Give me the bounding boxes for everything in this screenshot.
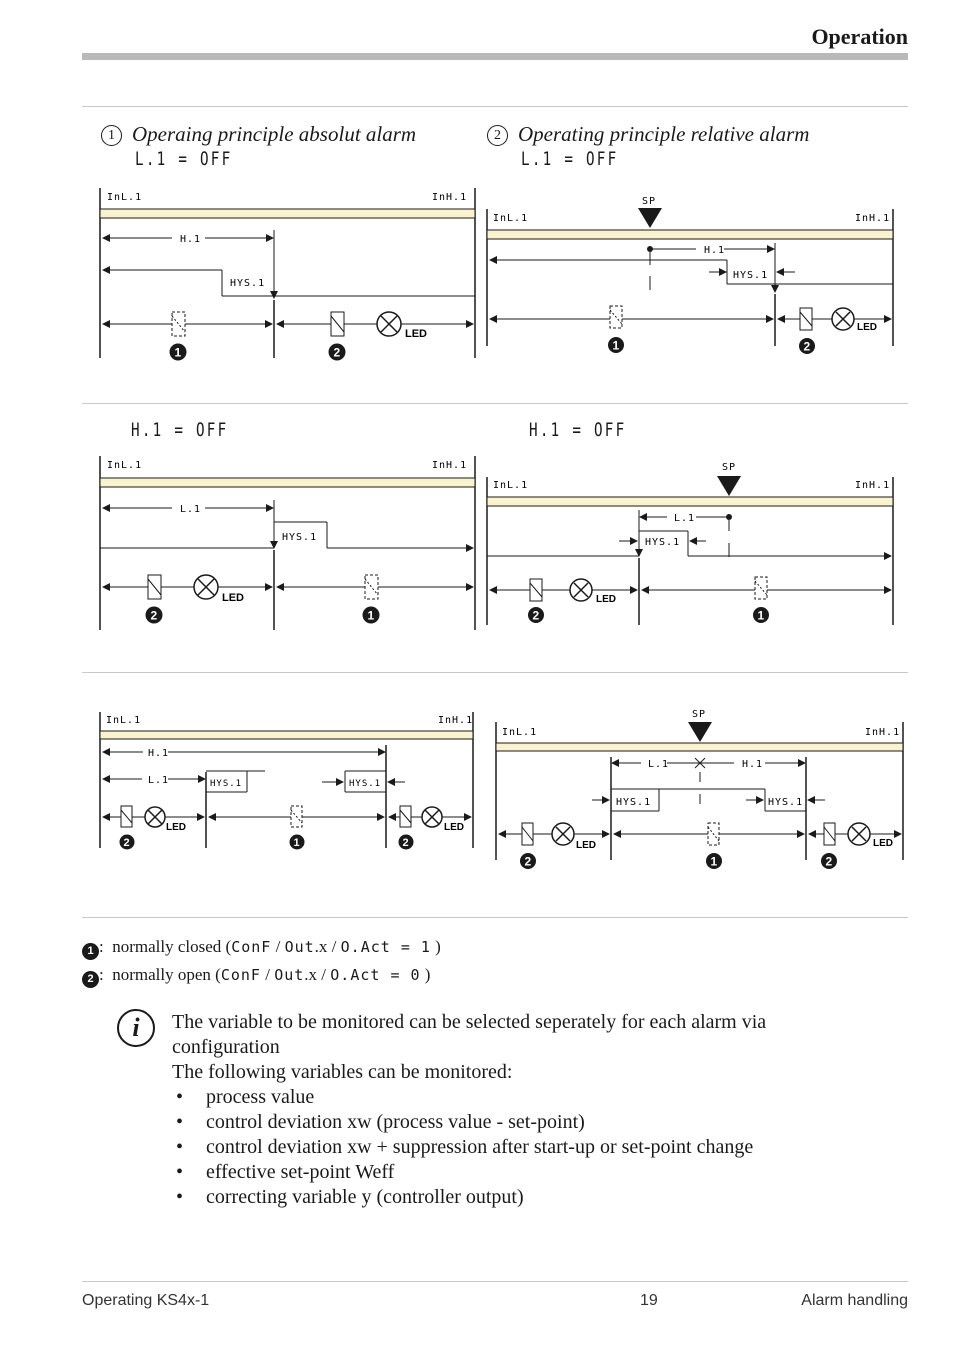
legend-code: Out <box>274 966 305 984</box>
contact-no-marker: 2 <box>333 345 341 360</box>
legend-separator: / <box>321 965 327 984</box>
legend-text: normally open ( <box>112 965 221 984</box>
diagram-relative-h1 <box>487 196 893 354</box>
legend-separator: / <box>265 965 270 984</box>
hys-label: HYS.1 <box>349 779 382 789</box>
hys-label: HYS.1 <box>733 270 769 281</box>
contact-no-marker: 2 <box>123 837 130 849</box>
contact-nc-marker: 1 <box>174 345 182 360</box>
l1-label: L.1 <box>148 775 170 786</box>
inh-label: InH.1 <box>432 460 468 471</box>
inl-label: InL.1 <box>493 213 529 224</box>
contact-nc-marker: 1 <box>293 837 300 849</box>
page-header-title: Operation <box>811 24 908 49</box>
heading-title: Operating principle relative alarm <box>518 122 810 146</box>
contact-nc-marker: 1 <box>612 338 620 353</box>
legend-close: ) <box>424 965 431 984</box>
diagram-relative-l1 <box>487 462 893 625</box>
contact-no-marker: 2 <box>402 837 409 849</box>
hys-label: HYS.1 <box>210 779 243 789</box>
led-label: LED <box>873 838 893 849</box>
list-item: • effective set-point Weff <box>172 1160 872 1185</box>
l1-label: L.1 <box>648 759 670 770</box>
info-line: The variable to be monitored can be selected seperately for each alarm via configuration <box>172 1011 767 1058</box>
inh-label: InH.1 <box>432 192 468 203</box>
led-label: LED <box>405 328 427 340</box>
hys-label: HYS.1 <box>616 797 652 808</box>
contact-no-marker: 2 <box>532 608 540 623</box>
param-value: L.1 = OFF <box>521 148 619 170</box>
contact-nc-marker: 1 <box>757 608 765 623</box>
list-item: • control deviation xw + suppression after start-up or set-point change <box>172 1135 872 1160</box>
inh-label: InH.1 <box>438 715 474 726</box>
h1-label: H.1 <box>742 759 764 770</box>
legend-separator: / <box>331 937 337 956</box>
sp-label: SP <box>642 196 657 207</box>
footer-left: Operating KS4x-1 <box>82 1292 210 1309</box>
led-label: LED <box>857 322 877 333</box>
heading-title: Operaing principle absolut alarm <box>132 122 417 146</box>
legend-normally-open: 2 : normally open (ConF / Out.x / O.Act = 0 ) <box>82 965 430 988</box>
contact-no-marker: 2 <box>825 854 833 869</box>
info-line: The following variables can be monitored: <box>172 1061 513 1083</box>
heading-number: 2 <box>487 125 508 146</box>
heading-number: 1 <box>101 125 122 146</box>
led-label: LED <box>166 822 186 833</box>
inl-label: InL.1 <box>493 480 529 491</box>
l1-label: L.1 <box>674 513 696 524</box>
h1-label: H.1 <box>180 234 202 245</box>
hys-label: HYS.1 <box>768 797 804 808</box>
param-value: H.1 = OFF <box>529 419 627 441</box>
legend-code: O.Act = 1 <box>340 938 431 956</box>
legend-suffix: .x <box>304 965 318 984</box>
legend-code: ConF <box>231 938 272 956</box>
info-icon: i <box>117 1009 155 1047</box>
diagram-absolute-band <box>100 712 473 850</box>
list-item: • process value <box>172 1085 872 1110</box>
legend-suffix: .x <box>314 937 328 956</box>
legend-close: ) <box>435 937 441 956</box>
hys-label: HYS.1 <box>282 532 318 543</box>
footer-right: Alarm handling <box>801 1292 908 1309</box>
inl-label: InL.1 <box>106 715 142 726</box>
diagram-absolute-h1 <box>100 188 475 361</box>
h1-label: H.1 <box>148 748 170 759</box>
diagram-relative-band <box>496 709 903 869</box>
inl-label: InL.1 <box>107 192 143 203</box>
sp-label: SP <box>722 462 737 473</box>
legend-marker: 1 <box>82 943 99 960</box>
param-value: L.1 = OFF <box>135 148 233 170</box>
monitored-variables-list <box>172 1085 872 1210</box>
legend-code: ConF <box>220 966 261 984</box>
legend-marker: 2 <box>82 971 99 988</box>
inl-label: InL.1 <box>107 460 143 471</box>
legend-separator: / <box>275 937 281 956</box>
led-label: LED <box>222 592 244 604</box>
legend-code: O.Act = 0 <box>330 966 421 984</box>
list-item: • control deviation xw (process value - set-point) <box>172 1110 872 1135</box>
hys-label: HYS.1 <box>230 278 266 289</box>
inh-label: InH.1 <box>855 213 891 224</box>
legend-text: normally closed ( <box>112 937 232 956</box>
contact-no-marker: 2 <box>524 854 532 869</box>
legend-code: Out <box>284 938 315 956</box>
inl-label: InL.1 <box>502 727 538 738</box>
diagram-absolute-l1 <box>100 456 475 630</box>
contact-nc-marker: 1 <box>367 608 375 623</box>
contact-no-marker: 2 <box>150 608 158 623</box>
led-label: LED <box>444 822 464 833</box>
l1-label: L.1 <box>180 504 202 515</box>
contact-no-marker: 2 <box>803 339 811 354</box>
list-item: • correcting variable y (controller output) <box>172 1185 872 1210</box>
page-number: 19 <box>640 1292 658 1309</box>
led-label: LED <box>576 840 596 851</box>
inh-label: InH.1 <box>865 727 901 738</box>
sp-label: SP <box>692 709 707 720</box>
param-value: H.1 = OFF <box>131 419 229 441</box>
info-text <box>172 1010 872 1210</box>
hys-label: HYS.1 <box>645 537 681 548</box>
led-label: LED <box>596 594 616 605</box>
legend-normally-closed: 1 : normally closed (ConF / Out.x / O.Act = 1 ) <box>82 937 441 960</box>
inh-label: InH.1 <box>855 480 891 491</box>
contact-nc-marker: 1 <box>710 854 718 869</box>
h1-label: H.1 <box>704 245 726 256</box>
